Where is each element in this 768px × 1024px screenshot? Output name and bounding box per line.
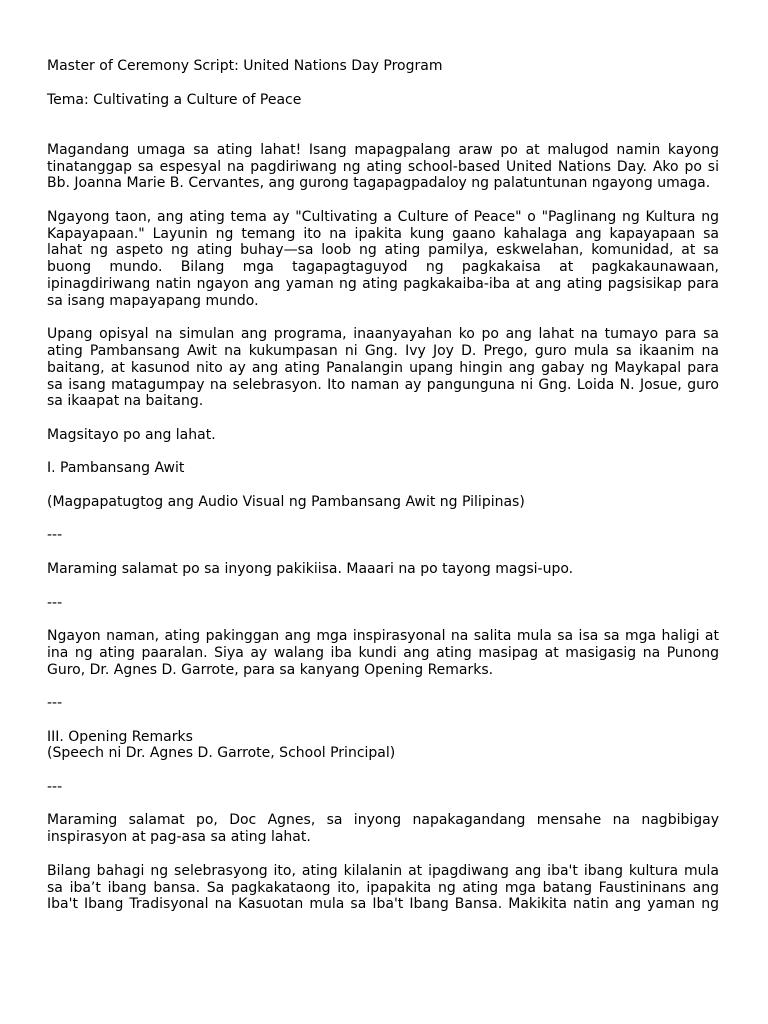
section-separator: --- bbox=[47, 778, 63, 795]
theme-intro-paragraph bbox=[47, 209, 719, 310]
program-start-paragraph bbox=[47, 326, 719, 410]
section-separator: --- bbox=[47, 594, 63, 611]
paragraph-line: Ngayong taon, ang ating tema ay "Cultivating a Culture of Peace" o "Paglinang ng Kultura ng bbox=[47, 208, 719, 225]
theme-line: Tema: Cultivating a Culture of Peace bbox=[47, 91, 302, 108]
paragraph-line: ina ng ating paaralan. Siya ay walang iba kundi ang ating masipag at masigasig na Punong bbox=[47, 644, 719, 661]
cultural-intro-paragraph bbox=[47, 863, 719, 913]
principal-intro-paragraph bbox=[47, 628, 719, 678]
call-to-stand: Magsitayo po ang lahat. bbox=[47, 426, 216, 443]
paragraph-line: Maraming salamat po, Doc Agnes, sa inyong napakagandang mensahe na nagbibigay bbox=[47, 812, 719, 829]
paragraph-line: sa iba’t ibang bansa. Sa pagkakataong ito, ipapakita ng ating mga batang Faustininans ang bbox=[47, 879, 719, 896]
paragraph-line: sa isang matagumpay na selebrasyon. Ito naman ay pangunguna ni Gng. Loida N. Josue, guro bbox=[47, 376, 719, 393]
section-heading-pambansang-awit: I. Pambansang Awit bbox=[47, 460, 185, 477]
paragraph-line: ating Pambansang Awit na kukumpasan ni Gng. Ivy Joy D. Prego, guro mula sa ikaanim na bbox=[47, 343, 719, 360]
paragraph-line: buong mundo. Bilang mga tagapagtaguyod ng pagkakaisa at pagkakaunawaan, bbox=[47, 259, 719, 276]
section-separator: --- bbox=[47, 695, 63, 712]
paragraph-line: lahat ng aspeto ng ating buhay—sa loob ng ating pamilya, eskwelahan, komunidad, at sa bbox=[47, 242, 719, 259]
paragraph-line: Bb. Joanna Marie B. Cervantes, ang gurong tagapagpadaloy ng palatuntunan ngayong umaga. bbox=[47, 175, 711, 192]
welcome-paragraph bbox=[47, 142, 719, 192]
paragraph-line: ipinagdiriwang natin ngayon ang yaman ng ating pagkakaiba-iba at ang ating pagsisikap para bbox=[47, 275, 719, 292]
section-separator: --- bbox=[47, 527, 63, 544]
paragraph-line: Upang opisyal na simulan ang programa, inaanyayahan ko po ang lahat na tumayo para sa bbox=[47, 326, 719, 343]
section-heading-opening-remarks: III. Opening Remarks bbox=[47, 728, 193, 745]
paragraph-line: Bilang bahagi ng selebrasyong ito, ating kilalanin at ipagdiwang ang iba't ibang kultura mula bbox=[47, 862, 719, 879]
paragraph-line: Magandang umaga sa ating lahat! Isang mapagpalang araw po at malugod namin kayong bbox=[47, 141, 719, 158]
paragraph-line: Ngayon naman, ating pakinggan ang mga inspirasyonal na salita mula sa isa sa mga haligi at bbox=[47, 628, 719, 645]
paragraph-line: inspirasyon at pag-asa sa ating lahat. bbox=[47, 829, 311, 846]
paragraph-line: tinatanggap sa espesyal na pagdiriwang ng ating school-based United Nations Day. Ako po si bbox=[47, 158, 719, 175]
thanks-after-remarks-paragraph bbox=[47, 812, 719, 846]
paragraph-line: sa ikaapat na baitang. bbox=[47, 393, 204, 410]
paragraph-line: Kapayapaan." Layunin ng temang ito na ipakita kung gaano kahalaga ang kapayapaan sa bbox=[47, 225, 719, 242]
script-title: Master of Ceremony Script: United Nations Day Program bbox=[47, 58, 443, 74]
stage-direction-anthem: (Magpapatugtog ang Audio Visual ng Pambansang Awit ng Pilipinas) bbox=[47, 493, 525, 510]
stage-direction-speech: (Speech ni Dr. Agnes D. Garrote, School Principal) bbox=[47, 745, 396, 762]
paragraph-line: Iba't Ibang Tradisyonal na Kasuotan mula sa Iba't Ibang Bansa. Makikita natin ang yaman ng bbox=[47, 896, 719, 913]
paragraph-line: sa isang mapayapang mundo. bbox=[47, 292, 259, 309]
script-body bbox=[47, 58, 719, 913]
paragraph-line: Guro, Dr. Agnes D. Garrote, para sa kanyang Opening Remarks. bbox=[47, 661, 494, 678]
thanks-after-anthem: Maraming salamat po sa inyong pakikiisa. Maaari na po tayong magsi-upo. bbox=[47, 560, 574, 577]
paragraph-line: baitang, at kasunod nito ay ang ating Panalangin upang hingin ang gabay ng Maykapal para bbox=[47, 359, 719, 376]
